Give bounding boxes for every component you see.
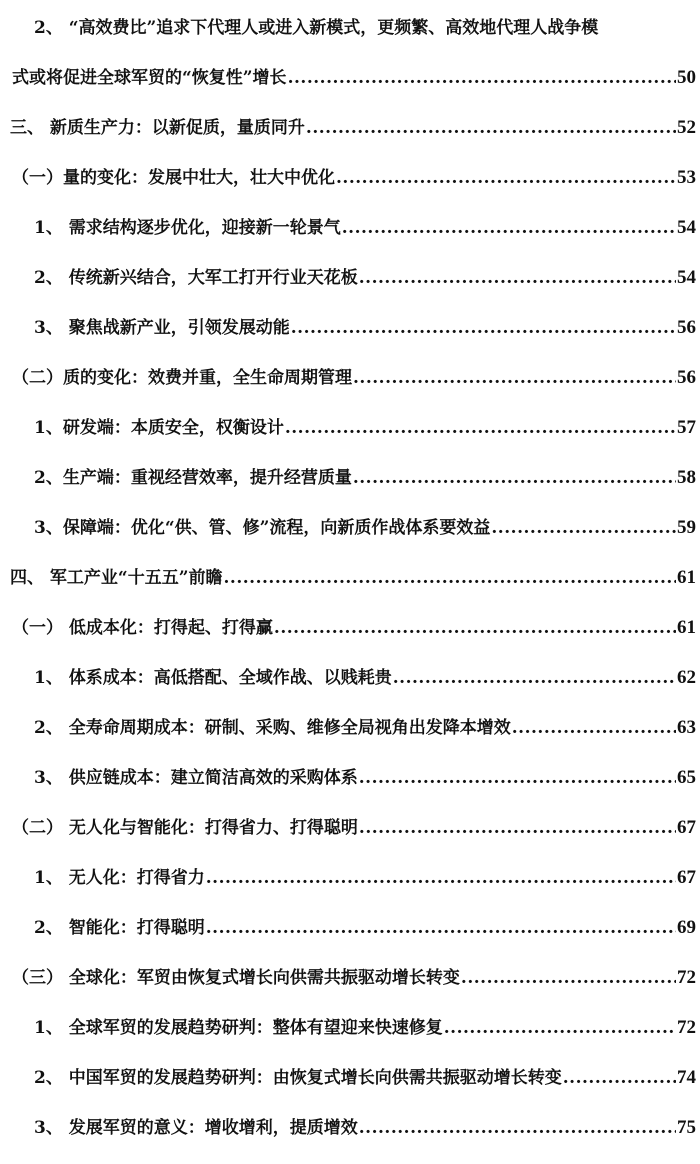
toc-page-number: 57 bbox=[677, 417, 696, 438]
toc-entry[interactable] bbox=[34, 713, 696, 743]
toc-page-number: 61 bbox=[677, 617, 696, 638]
toc-entry[interactable] bbox=[12, 363, 696, 393]
toc-page-number: 67 bbox=[677, 867, 696, 888]
toc-entry-text: 式或将促进全球军贸的“恢复性”增长 bbox=[12, 68, 287, 88]
toc-entry-text: 2、 “高效费比”追求下代理人或进入新模式，更频繁、高效地代理人战争模 bbox=[34, 18, 599, 38]
toc-entry-text: 2、 全寿命周期成本：研制、采购、维修全局视角出发降本增效 bbox=[34, 718, 511, 738]
toc-entry[interactable] bbox=[34, 913, 696, 943]
toc-entry-text: 3、 供应链成本：建立简洁高效的采购体系 bbox=[34, 768, 358, 788]
toc-entry[interactable] bbox=[12, 63, 696, 93]
toc-page-number: 67 bbox=[677, 817, 696, 838]
toc-leader-dots bbox=[353, 363, 676, 393]
toc-entry-text: 2、生产端：重视经营效率，提升经营质量 bbox=[34, 468, 352, 488]
toc-entry-text: 3、保障端：优化“供、管、修”流程，向新质作战体系要效益 bbox=[34, 518, 491, 538]
toc-entry[interactable] bbox=[34, 413, 696, 443]
toc-entry-text: 1、 体系成本：高低搭配、全域作战、以贱耗贵 bbox=[34, 668, 392, 688]
toc-entry[interactable] bbox=[34, 513, 696, 543]
toc-leader-dots bbox=[563, 1063, 676, 1093]
toc-entry-continued bbox=[34, 13, 598, 43]
toc-page-number: 54 bbox=[677, 217, 696, 238]
toc-page-number: 50 bbox=[677, 67, 696, 88]
toc-page-number: 58 bbox=[677, 467, 696, 488]
toc-leader-dots bbox=[359, 1113, 676, 1143]
toc-leader-dots bbox=[393, 663, 676, 693]
toc-page-number: 56 bbox=[677, 367, 696, 388]
toc-entry-text: 2、 中国军贸的发展趋势研判：由恢复式增长向供需共振驱动增长转变 bbox=[34, 1068, 562, 1088]
toc-page-number: 53 bbox=[677, 167, 696, 188]
toc-entry[interactable] bbox=[34, 463, 696, 493]
toc-entry[interactable] bbox=[34, 863, 696, 893]
toc-page-number: 63 bbox=[677, 717, 696, 738]
toc-entry[interactable] bbox=[12, 963, 696, 993]
toc-leader-dots bbox=[336, 163, 676, 193]
toc-leader-dots bbox=[512, 713, 676, 743]
toc-entry[interactable] bbox=[12, 613, 696, 643]
toc-leader-dots bbox=[306, 113, 676, 143]
toc-entry[interactable] bbox=[34, 763, 696, 793]
toc-leader-dots bbox=[359, 263, 676, 293]
toc-leader-dots bbox=[491, 513, 676, 543]
toc-page-number: 59 bbox=[677, 517, 696, 538]
toc-page-number: 61 bbox=[677, 567, 696, 588]
toc-page-number: 72 bbox=[677, 967, 696, 988]
toc-entry-text: 三、 新质生产力：以新促质，量质同升 bbox=[10, 118, 305, 138]
toc-entry-text: （一） 低成本化：打得起、打得赢 bbox=[12, 618, 273, 638]
toc-entry-text: （二） 无人化与智能化：打得省力、打得聪明 bbox=[12, 818, 358, 838]
toc-leader-dots bbox=[223, 563, 676, 593]
toc-leader-dots bbox=[285, 413, 676, 443]
toc-page-number: 69 bbox=[677, 917, 696, 938]
toc-leader-dots bbox=[274, 613, 676, 643]
toc-page-number: 56 bbox=[677, 317, 696, 338]
toc-leader-dots bbox=[353, 463, 676, 493]
toc-entry[interactable] bbox=[34, 1113, 696, 1143]
toc-entry-text: 2、 智能化：打得聪明 bbox=[34, 918, 205, 938]
toc-entry-text: （三） 全球化：军贸由恢复式增长向供需共振驱动增长转变 bbox=[12, 968, 460, 988]
toc-entry[interactable] bbox=[34, 1063, 696, 1093]
toc-page-number: 54 bbox=[677, 267, 696, 288]
toc-entry-text: （二）质的变化：效费并重，全生命周期管理 bbox=[12, 368, 352, 388]
toc-leader-dots bbox=[342, 213, 676, 243]
toc-page-number: 52 bbox=[677, 117, 696, 138]
toc-entry[interactable] bbox=[12, 163, 696, 193]
toc-entry[interactable] bbox=[34, 663, 696, 693]
toc-page-number: 72 bbox=[677, 1017, 696, 1038]
toc-entry-text: 1、 无人化：打得省力 bbox=[34, 868, 205, 888]
toc-entry-text: （一）量的变化：发展中壮大，壮大中优化 bbox=[12, 168, 335, 188]
toc-leader-dots bbox=[359, 813, 676, 843]
toc-leader-dots bbox=[461, 963, 676, 993]
toc-entry-text: 3、 聚焦战新产业，引领发展动能 bbox=[34, 318, 290, 338]
toc-entry-text: 1、 需求结构逐步优化，迎接新一轮景气 bbox=[34, 218, 341, 238]
toc-leader-dots bbox=[206, 863, 676, 893]
toc-entry-text: 四、 军工产业“十五五”前瞻 bbox=[10, 568, 223, 588]
toc-leader-dots bbox=[444, 1013, 676, 1043]
toc-leader-dots bbox=[291, 313, 676, 343]
toc-entry-text: 1、 全球军贸的发展趋势研判：整体有望迎来快速修复 bbox=[34, 1018, 443, 1038]
toc-leader-dots bbox=[359, 763, 676, 793]
toc-page-number: 62 bbox=[677, 667, 696, 688]
toc-entry[interactable] bbox=[34, 1013, 696, 1043]
toc-entry[interactable] bbox=[10, 113, 696, 143]
toc-entry[interactable] bbox=[10, 563, 696, 593]
toc-leader-dots bbox=[288, 63, 676, 93]
toc-entry-text: 3、 发展军贸的意义：增收增利，提质增效 bbox=[34, 1118, 358, 1138]
toc-page-number: 74 bbox=[677, 1067, 696, 1088]
toc-entry[interactable] bbox=[12, 813, 696, 843]
toc-entry-text: 2、 传统新兴结合，大军工打开行业天花板 bbox=[34, 268, 358, 288]
toc-leader-dots bbox=[206, 913, 676, 943]
toc-entry[interactable] bbox=[34, 313, 696, 343]
toc-entry[interactable] bbox=[34, 213, 696, 243]
toc-entry[interactable] bbox=[34, 263, 696, 293]
toc-entry-text: 1、研发端：本质安全，权衡设计 bbox=[34, 418, 284, 438]
toc-page-number: 75 bbox=[677, 1117, 696, 1138]
toc-page-number: 65 bbox=[677, 767, 696, 788]
